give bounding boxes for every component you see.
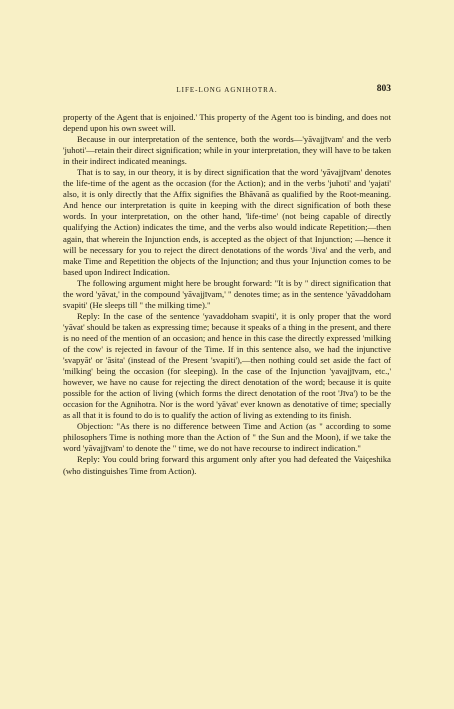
body-text: [63, 112, 391, 477]
paragraph: Reply: In the case of the sentence 'yavaddoham svapiti', it is only proper that the word 'yāvat' should be taken as expressing time; because it speaks of a thing in the present, and there is no need of the mention of an occasion; and hence in this case the directly expressed 'milking of the cow' is rejected in favour of the Time. If in this sentence also, we had the injunctive 'svapyāt' or 'āsita' (instead of the Present 'svapiti'),—then nothing could set aside the fact of 'milking' being the occasion (for sleeping). In the case of the Injunction 'yavajjīvam, etc.,' however, we have no cause for rejecting the direct denotation of the word; because it is quite possible for the action of living (which forms the direct denotation of the root 'Jīva') to be the occasion for the Agnihotra. Nor is the word 'yāvat' ever known as denotative of time; specially as all that it is found to do is to qualify the action of living as extending to its finish.: [63, 310, 391, 421]
paragraph: Reply: You could bring forward this argument only after you had defeated the Vaiçeshika (who distinguishes Time from Action).: [63, 454, 391, 476]
paragraph: Because in our interpretation of the sentence, both the words—'yāvajjīvam' and the verb 'juhoti'—retain their direct signification; while in your interpretation, they will have to be taken in their indirect indicated meanings.: [63, 134, 391, 167]
paragraph: The following argument might here be brought forward: "It is by " direct signification that the word 'yāvat,' in the compound 'yāvajjīvam,' " denotes time; as in the sentence 'yāvaddoham svapiti' (He sleeps till " the milking time).": [63, 277, 391, 310]
page-number: 803: [376, 84, 391, 94]
page-header: [63, 86, 391, 100]
paragraph: That is to say, in our theory, it is by direct signification that the word 'yāvajjīvam' denotes the life-time of the agent as the occasion (for the Action); and in the verbs 'juhoti' and 'yajati' also, it is only directly that the Affix signifies the Bhāvanā as qualified by the Root-meaning. And hence our interpretation is quite in keeping with the direct signification of both these words. In your interpretation, on the other hand, 'life-time' (not being capable of directly qualifying the Action) indicates the time, and the verbs also would indicate Repetition;—then again, that wherein the Injunction ends, is accepted as the object of that Injunction; —hence it will be necessary for you to reject the direct denotations of the words 'Jiva' and the verb, and make Time and Repetition the objects of the Injunction; and thus your Injunction comes to be based upon Indirect Indication.: [63, 167, 391, 277]
paragraph: Objection: "As there is no difference between Time and Action (as " according to some philosophers Time is nothing more than the Action of " the Sun and the Moon), if we take the word 'yāvajjīvam' to denote the " time, we do not have recourse to indirect indication.": [63, 421, 391, 454]
running-head: LIFE-LONG AGNIHOTRA.: [176, 86, 278, 94]
paragraph: property of the Agent that is enjoined.' This property of the Agent too is binding, and does not depend upon his own sweet will.: [63, 112, 391, 134]
